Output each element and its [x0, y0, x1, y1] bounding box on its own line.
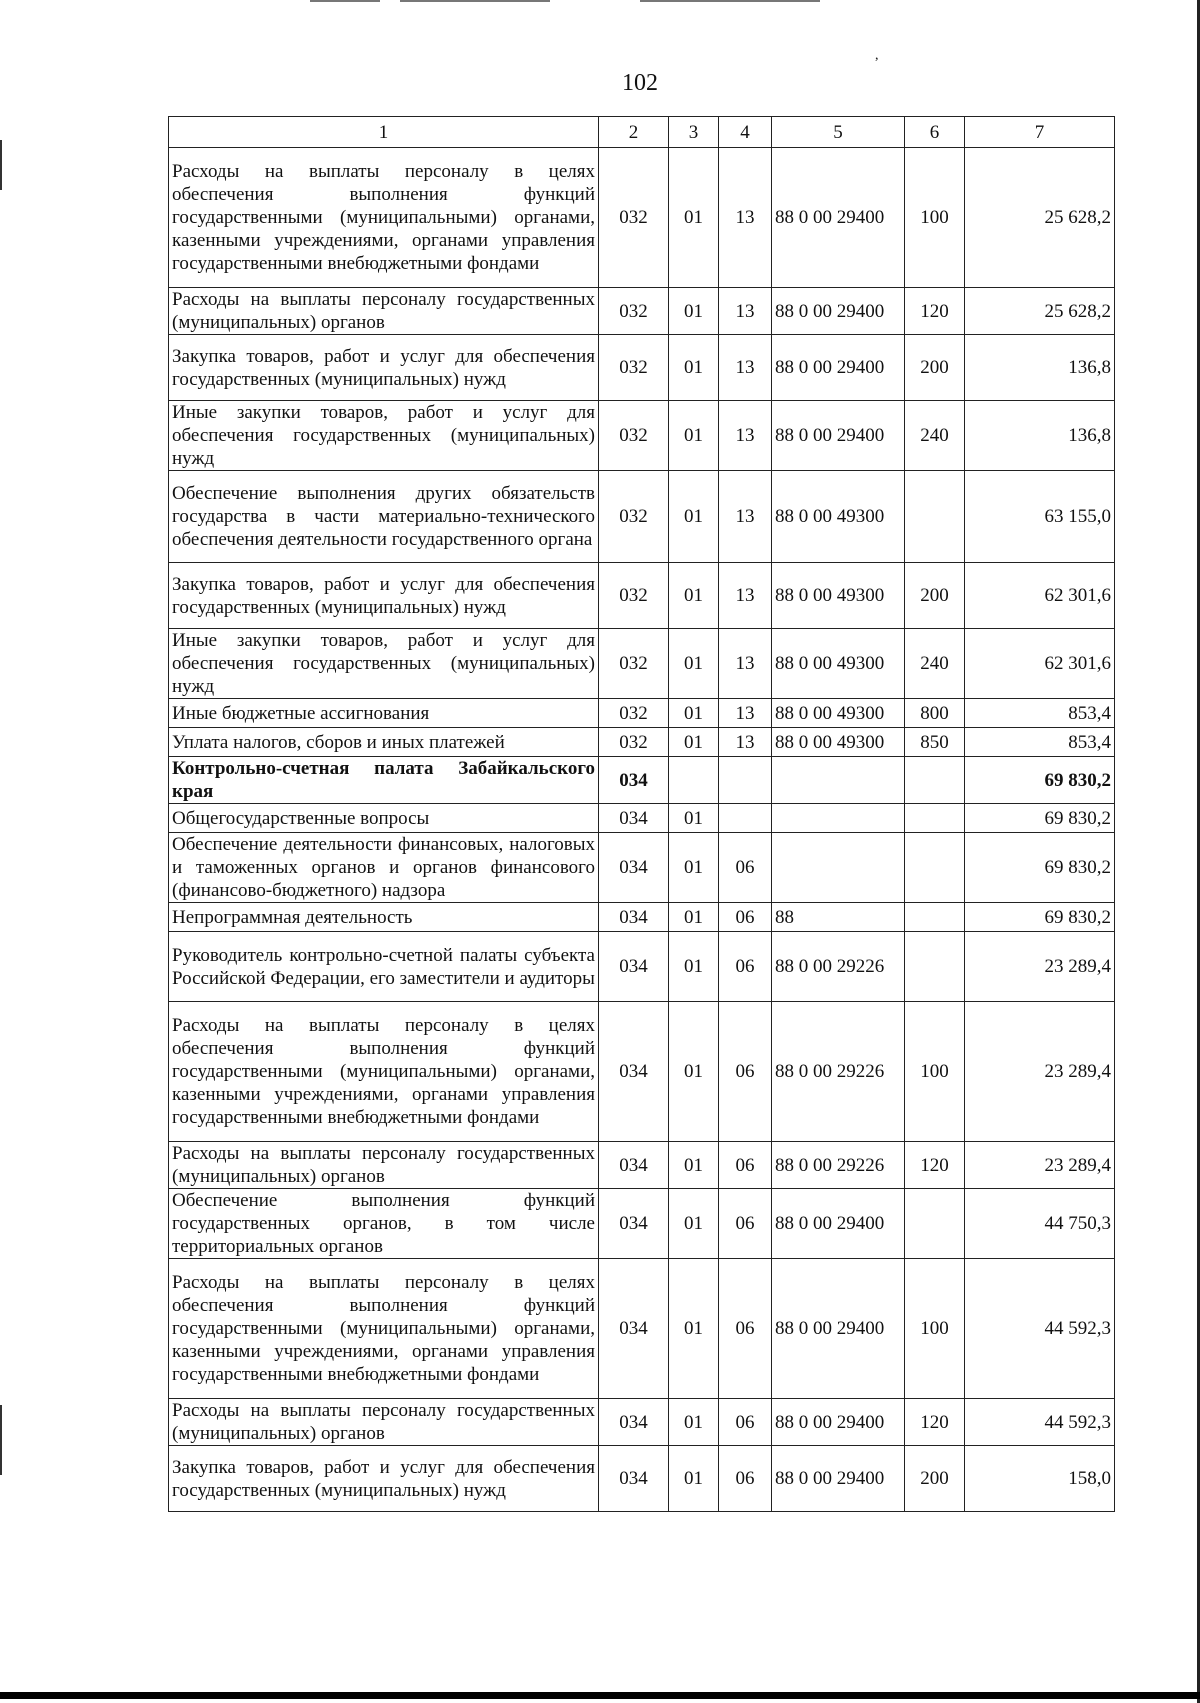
row-description: Обеспечение выполнения других обязательств государства в части материально-технического обеспечения деятельности государственного органа: [169, 471, 599, 563]
column-header: 4: [719, 117, 772, 148]
table-row: [169, 629, 1115, 699]
row-target-article: 88 0 00 29400: [772, 148, 905, 288]
row-expense-type: 120: [905, 1142, 965, 1189]
row-section: 01: [669, 1259, 719, 1399]
budget-table: [168, 116, 1115, 1512]
row-gl-code: 032: [599, 471, 669, 563]
row-section: 01: [669, 833, 719, 903]
row-description: Контрольно-счетная палата Забайкальского края: [169, 757, 599, 804]
column-header: 1: [169, 117, 599, 148]
row-description: Расходы на выплаты персоналу в целях обеспечения выполнения функций государственными (муниципальными) органами, казенными учреждениями, органами управления государственными внебюджетными фондами: [169, 1259, 599, 1399]
row-amount: 69 830,2: [965, 833, 1115, 903]
row-expense-type: [905, 757, 965, 804]
row-section: [669, 757, 719, 804]
row-description: Расходы на выплаты персоналу в целях обеспечения выполнения функций государственными (муниципальными) органами, казенными учреждениями, органами управления государственными внебюджетными фондами: [169, 148, 599, 288]
row-expense-type: 800: [905, 699, 965, 728]
row-expense-type: 200: [905, 563, 965, 629]
row-target-article: 88 0 00 29400: [772, 1446, 905, 1512]
row-gl-code: 034: [599, 1142, 669, 1189]
row-gl-code: 034: [599, 932, 669, 1002]
row-amount: 23 289,4: [965, 932, 1115, 1002]
row-subsection: 06: [719, 1399, 772, 1446]
row-gl-code: 034: [599, 1259, 669, 1399]
table-row: [169, 1142, 1115, 1189]
row-gl-code: 032: [599, 728, 669, 757]
row-description: Расходы на выплаты персоналу государственных (муниципальных) органов: [169, 1399, 599, 1446]
row-subsection: 06: [719, 1259, 772, 1399]
row-amount: 853,4: [965, 728, 1115, 757]
table-row: [169, 804, 1115, 833]
row-gl-code: 034: [599, 903, 669, 932]
row-description: Уплата налогов, сборов и иных платежей: [169, 728, 599, 757]
row-section: 01: [669, 728, 719, 757]
row-target-article: 88 0 00 49300: [772, 728, 905, 757]
row-amount: 44 592,3: [965, 1259, 1115, 1399]
row-section: 01: [669, 804, 719, 833]
row-amount: 25 628,2: [965, 288, 1115, 335]
row-section: 01: [669, 288, 719, 335]
row-expense-type: [905, 1189, 965, 1259]
scan-tick: ,: [875, 48, 879, 63]
row-target-article: [772, 833, 905, 903]
row-section: 01: [669, 1189, 719, 1259]
row-gl-code: 034: [599, 833, 669, 903]
row-amount: 44 750,3: [965, 1189, 1115, 1259]
table-row: [169, 699, 1115, 728]
table-row: [169, 401, 1115, 471]
row-subsection: 06: [719, 1142, 772, 1189]
table-row: [169, 1002, 1115, 1142]
row-amount: 69 830,2: [965, 757, 1115, 804]
table-row: [169, 1189, 1115, 1259]
row-amount: 158,0: [965, 1446, 1115, 1512]
row-section: 01: [669, 563, 719, 629]
table-row: [169, 148, 1115, 288]
table-row: [169, 728, 1115, 757]
row-description: Расходы на выплаты персоналу государственных (муниципальных) органов: [169, 1142, 599, 1189]
row-amount: 62 301,6: [965, 563, 1115, 629]
table-row: [169, 471, 1115, 563]
row-subsection: 06: [719, 1446, 772, 1512]
row-subsection: 06: [719, 833, 772, 903]
row-subsection: 13: [719, 728, 772, 757]
row-subsection: 13: [719, 335, 772, 401]
scan-mark: [640, 0, 820, 2]
table-row: [169, 335, 1115, 401]
row-description: Руководитель контрольно-счетной палаты субъекта Российской Федерации, его заместители и аудиторы: [169, 932, 599, 1002]
row-subsection: 06: [719, 1002, 772, 1142]
row-description: Общегосударственные вопросы: [169, 804, 599, 833]
table-row: [169, 563, 1115, 629]
row-expense-type: 240: [905, 401, 965, 471]
row-target-article: [772, 804, 905, 833]
scan-mark: [310, 0, 380, 2]
row-description: Иные закупки товаров, работ и услуг для обеспечения государственных (муниципальных) нужд: [169, 401, 599, 471]
row-description: Закупка товаров, работ и услуг для обеспечения государственных (муниципальных) нужд: [169, 335, 599, 401]
row-amount: 23 289,4: [965, 1002, 1115, 1142]
scan-edge-left: [0, 1405, 2, 1475]
row-gl-code: 034: [599, 804, 669, 833]
row-gl-code: 032: [599, 699, 669, 728]
row-expense-type: [905, 932, 965, 1002]
row-section: 01: [669, 1399, 719, 1446]
row-subsection: [719, 757, 772, 804]
row-subsection: 13: [719, 401, 772, 471]
row-target-article: 88 0 00 29400: [772, 1259, 905, 1399]
row-target-article: 88 0 00 29226: [772, 1142, 905, 1189]
row-expense-type: [905, 903, 965, 932]
table-row: [169, 903, 1115, 932]
row-expense-type: 120: [905, 288, 965, 335]
row-gl-code: 032: [599, 148, 669, 288]
scan-mark: [400, 0, 550, 2]
column-header: 6: [905, 117, 965, 148]
row-expense-type: 200: [905, 335, 965, 401]
row-subsection: 06: [719, 903, 772, 932]
row-subsection: 13: [719, 288, 772, 335]
row-amount: 136,8: [965, 401, 1115, 471]
column-header: 2: [599, 117, 669, 148]
row-amount: 853,4: [965, 699, 1115, 728]
table-row: [169, 932, 1115, 1002]
row-section: 01: [669, 932, 719, 1002]
row-amount: 136,8: [965, 335, 1115, 401]
row-section: 01: [669, 629, 719, 699]
row-subsection: 13: [719, 148, 772, 288]
row-gl-code: 034: [599, 1002, 669, 1142]
row-target-article: 88: [772, 903, 905, 932]
row-description: Обеспечение выполнения функций государственных органов, в том числе территориальных органов: [169, 1189, 599, 1259]
row-description: Расходы на выплаты персоналу государственных (муниципальных) органов: [169, 288, 599, 335]
row-section: 01: [669, 1002, 719, 1142]
column-header: 3: [669, 117, 719, 148]
row-section: 01: [669, 335, 719, 401]
row-amount: 23 289,4: [965, 1142, 1115, 1189]
row-expense-type: [905, 471, 965, 563]
row-section: 01: [669, 1142, 719, 1189]
row-subsection: 13: [719, 563, 772, 629]
row-expense-type: 200: [905, 1446, 965, 1512]
row-target-article: [772, 757, 905, 804]
row-expense-type: 100: [905, 148, 965, 288]
row-description: Иные закупки товаров, работ и услуг для обеспечения государственных (муниципальных) нужд: [169, 629, 599, 699]
row-description: Непрограммная деятельность: [169, 903, 599, 932]
row-section: 01: [669, 401, 719, 471]
row-target-article: 88 0 00 29226: [772, 932, 905, 1002]
table-row: [169, 1399, 1115, 1446]
table-row: [169, 833, 1115, 903]
row-gl-code: 032: [599, 563, 669, 629]
row-gl-code: 034: [599, 1189, 669, 1259]
scan-edge-left: [0, 140, 2, 190]
row-target-article: 88 0 00 49300: [772, 699, 905, 728]
row-target-article: 88 0 00 29400: [772, 401, 905, 471]
row-expense-type: 100: [905, 1259, 965, 1399]
row-description: Расходы на выплаты персоналу в целях обеспечения выполнения функций государственными (муниципальными) органами, казенными учреждениями, органами управления государственными внебюджетными фондами: [169, 1002, 599, 1142]
row-subsection: 06: [719, 1189, 772, 1259]
row-description: Иные бюджетные ассигнования: [169, 699, 599, 728]
row-gl-code: 034: [599, 757, 669, 804]
row-gl-code: 032: [599, 401, 669, 471]
table-row: [169, 1446, 1115, 1512]
row-target-article: 88 0 00 29400: [772, 288, 905, 335]
row-subsection: [719, 804, 772, 833]
row-target-article: 88 0 00 49300: [772, 471, 905, 563]
column-header: 5: [772, 117, 905, 148]
row-description: Обеспечение деятельности финансовых, налоговых и таможенных органов и органов финансового (финансово-бюджетного) надзора: [169, 833, 599, 903]
row-expense-type: 850: [905, 728, 965, 757]
header-row: [169, 117, 1115, 148]
row-subsection: 13: [719, 471, 772, 563]
row-description: Закупка товаров, работ и услуг для обеспечения государственных (муниципальных) нужд: [169, 563, 599, 629]
row-gl-code: 034: [599, 1399, 669, 1446]
table-row: [169, 757, 1115, 804]
row-section: 01: [669, 903, 719, 932]
row-section: 01: [669, 699, 719, 728]
page-number: 102: [622, 70, 658, 96]
row-amount: 62 301,6: [965, 629, 1115, 699]
table-row: [169, 288, 1115, 335]
row-amount: 69 830,2: [965, 804, 1115, 833]
row-description: Закупка товаров, работ и услуг для обеспечения государственных (муниципальных) нужд: [169, 1446, 599, 1512]
scan-edge-bottom: [0, 1692, 1200, 1699]
row-subsection: 13: [719, 629, 772, 699]
row-target-article: 88 0 00 49300: [772, 563, 905, 629]
row-amount: 25 628,2: [965, 148, 1115, 288]
row-target-article: 88 0 00 29400: [772, 335, 905, 401]
row-gl-code: 032: [599, 629, 669, 699]
row-amount: 69 830,2: [965, 903, 1115, 932]
row-expense-type: 120: [905, 1399, 965, 1446]
table-row: [169, 1259, 1115, 1399]
row-section: 01: [669, 1446, 719, 1512]
row-amount: 63 155,0: [965, 471, 1115, 563]
row-gl-code: 032: [599, 288, 669, 335]
row-target-article: 88 0 00 49300: [772, 629, 905, 699]
row-target-article: 88 0 00 29400: [772, 1189, 905, 1259]
row-target-article: 88 0 00 29400: [772, 1399, 905, 1446]
column-header: 7: [965, 117, 1115, 148]
row-section: 01: [669, 471, 719, 563]
row-expense-type: 100: [905, 1002, 965, 1142]
row-expense-type: [905, 804, 965, 833]
row-subsection: 13: [719, 699, 772, 728]
row-expense-type: [905, 833, 965, 903]
row-section: 01: [669, 148, 719, 288]
row-subsection: 06: [719, 932, 772, 1002]
row-gl-code: 034: [599, 1446, 669, 1512]
row-target-article: 88 0 00 29226: [772, 1002, 905, 1142]
row-expense-type: 240: [905, 629, 965, 699]
row-amount: 44 592,3: [965, 1399, 1115, 1446]
row-gl-code: 032: [599, 335, 669, 401]
